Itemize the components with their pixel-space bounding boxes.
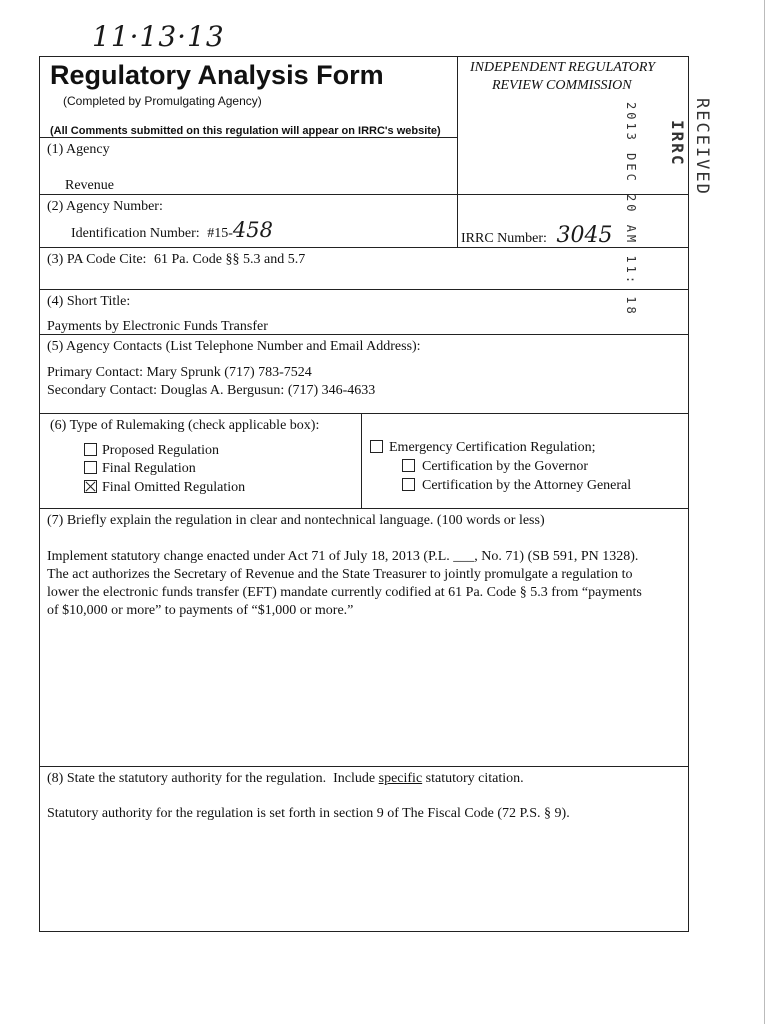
- line-below-rulemaking: [39, 508, 689, 509]
- identification-number: [71, 218, 273, 242]
- pa-code-label: (3) PA Code Cite:: [47, 252, 147, 267]
- contacts-label: (5) Agency Contacts (List Telephone Number and Email Address):: [47, 339, 421, 354]
- short-title-label: (4) Short Title:: [47, 294, 131, 309]
- authority-label: [47, 770, 524, 787]
- form-title: Regulatory Analysis Form: [50, 60, 384, 90]
- final-regulation-label: Final Regulation: [102, 461, 196, 476]
- line-below-agency: [39, 194, 689, 195]
- authority-value: Statutory authority for the regulation is set forth in section 9 of The Fiscal Code (72 P.S. § 9).: [47, 806, 570, 821]
- commission-name-line1: INDEPENDENT REGULATORY: [470, 60, 656, 75]
- comments-notice: (All Comments submitted on this regulation will appear on IRRC's website): [50, 125, 441, 137]
- received-stamp: RECEIVED: [692, 98, 712, 196]
- identification-number-prefix: #15-: [207, 226, 233, 241]
- rulemaking-label: (6) Type of Rulemaking (check applicable box):: [50, 418, 320, 433]
- explanation-line: Implement statutory change enacted under Act 71 of July 18, 2013 (P.L. ___, No. 71) (SB 591, PN 1328).: [47, 549, 639, 564]
- agency-number-label: (2) Agency Number:: [47, 199, 163, 214]
- authority-label-emphasis: specific: [378, 771, 423, 786]
- explanation-line: lower the electronic funds transfer (EFT) mandate currently codified at 61 Pa. Code § 5.3 from “payments: [47, 585, 642, 600]
- short-title-value: Payments by Electronic Funds Transfer: [47, 319, 268, 334]
- line-below-notice: [39, 137, 457, 138]
- commission-name-line2: REVIEW COMMISSION: [492, 78, 632, 93]
- secondary-contact: Secondary Contact: Douglas A. Bergusun: (717) 346-4633: [47, 383, 376, 398]
- line-below-contacts: [39, 413, 689, 414]
- rulemaking-divider: [361, 413, 362, 508]
- stamp-date: 2013 DEC 20 AM 11: 18: [624, 102, 638, 317]
- scan-edge: [764, 0, 765, 1024]
- irrc-stamp: IRRC: [668, 120, 687, 167]
- final-regulation-checkbox[interactable]: [84, 461, 97, 474]
- explanation-line: The act authorizes the Secretary of Revenue and the State Treasurer to jointly promulgate a regulation to: [47, 567, 633, 582]
- irrc-number-handwritten: 3045: [556, 223, 613, 248]
- line-below-pa-code: [39, 289, 689, 290]
- proposed-regulation-checkbox[interactable]: [84, 443, 97, 456]
- attorney-general-certification-checkbox[interactable]: [402, 478, 415, 491]
- authority-label-start: (8) State the statutory authority for the regulation. Include: [47, 771, 379, 786]
- header-column-divider: [457, 56, 458, 248]
- identification-number-label: Identification Number:: [71, 226, 200, 241]
- identification-number-handwritten: 458: [232, 218, 273, 242]
- line-below-explanation: [39, 766, 689, 767]
- final-omitted-regulation-checkbox[interactable]: [84, 480, 97, 493]
- handwritten-date: 11·13·13: [92, 20, 225, 53]
- governor-certification-label: Certification by the Governor: [422, 459, 589, 474]
- irrc-number: [461, 223, 613, 248]
- irrc-number-label: IRRC Number:: [461, 231, 547, 246]
- attorney-general-certification-label: Certification by the Attorney General: [422, 478, 632, 493]
- explanation-line: of $10,000 or more” to payments of “$1,000 or more.”: [47, 603, 354, 618]
- agency-label: (1) Agency: [47, 142, 110, 157]
- form-subtitle: (Completed by Promulgating Agency): [63, 94, 262, 108]
- agency-value: Revenue: [65, 178, 114, 193]
- pa-code-cite: [47, 251, 305, 268]
- emergency-certification-label: Emergency Certification Regulation;: [389, 440, 596, 455]
- proposed-regulation-label: Proposed Regulation: [102, 443, 220, 458]
- emergency-certification-checkbox[interactable]: [370, 440, 383, 453]
- pa-code-value: 61 Pa. Code §§ 5.3 and 5.7: [153, 252, 306, 267]
- authority-label-end: statutory citation.: [422, 771, 524, 786]
- primary-contact: Primary Contact: Mary Sprunk (717) 783-7524: [47, 365, 312, 380]
- explanation-label: (7) Briefly explain the regulation in clear and nontechnical language. (100 words or less): [47, 513, 545, 528]
- governor-certification-checkbox[interactable]: [402, 459, 415, 472]
- explanation-text: [47, 548, 683, 620]
- final-omitted-regulation-label: Final Omitted Regulation: [102, 480, 246, 495]
